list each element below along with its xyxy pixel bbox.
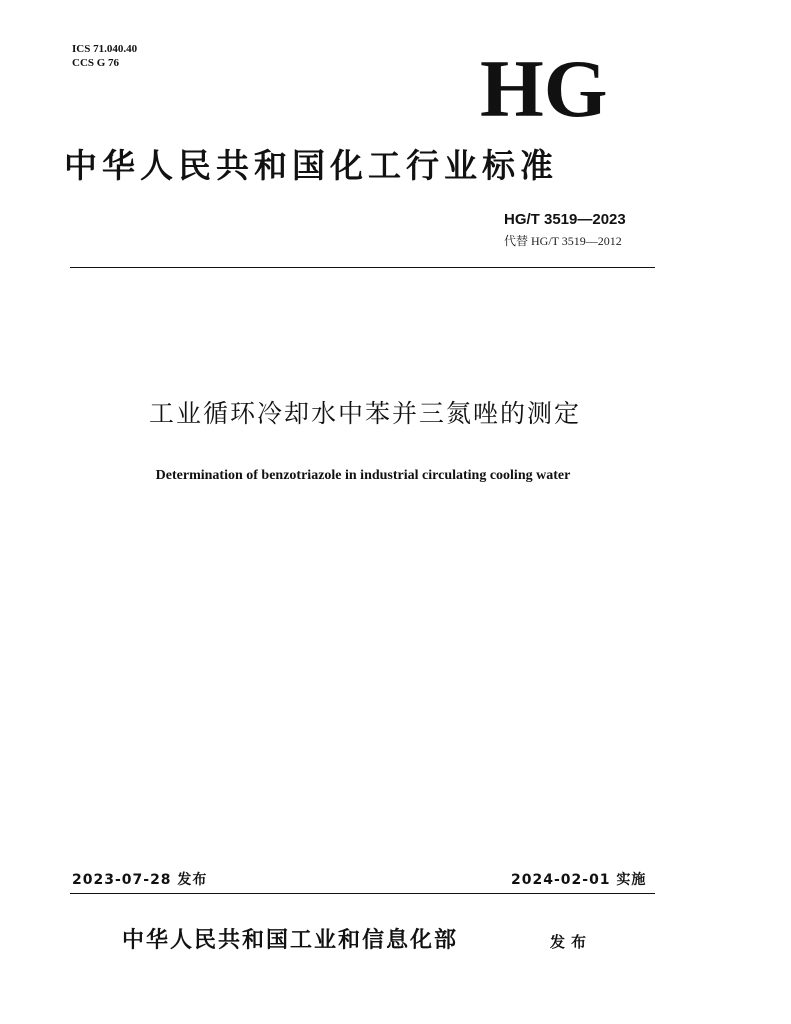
ics-code: ICS 71.040.40 — [72, 43, 138, 55]
publish-label: 发布 — [550, 933, 593, 951]
header-divider — [70, 267, 655, 268]
document-title-chinese: 工业循环冷却水中苯并三氮唑的测定 — [148, 399, 581, 428]
document-title-english: Determination of benzotriazole in industrial circulating cooling water — [155, 468, 571, 483]
hg-logo: HG — [480, 43, 608, 134]
industry-standard-title: 中华人民共和国化工行业标准 — [64, 146, 558, 185]
issuing-ministry: 中华人民共和国工业和信息化部 — [122, 928, 459, 953]
issue-date: 2023-07-28 发布 — [72, 872, 208, 888]
implementation-date: 2024-02-01 实施 — [511, 872, 647, 888]
ccs-code: CCS G 76 — [72, 57, 120, 69]
footer-divider — [70, 893, 655, 894]
standard-number: HG/T 3519—2023 — [504, 211, 626, 228]
replaces-standard: 代替 HG/T 3519—2012 — [504, 234, 622, 248]
